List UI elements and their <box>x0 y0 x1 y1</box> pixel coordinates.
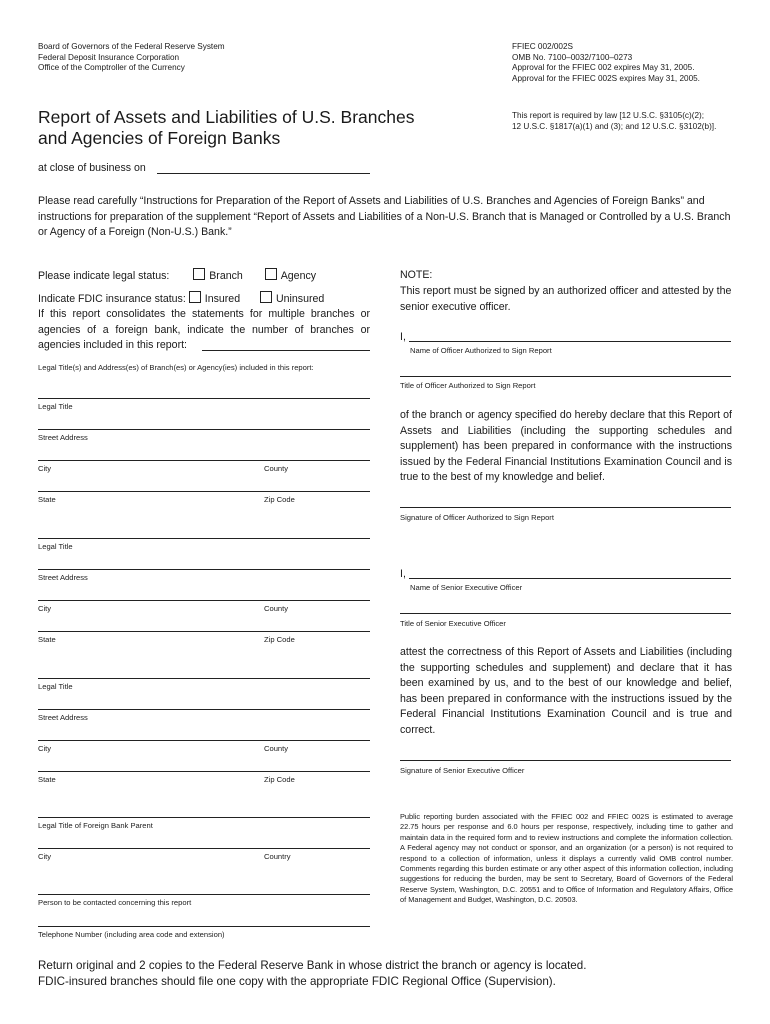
declaration-text: of the branch or agency specified do hereby declare that this Report of Assets and Liabilities (including the supporting schedules and supplement) has been prepared in conformance with the instructions issued by the Federal Financial Institutions Examination Council and is true to the best of my knowledge and belief. <box>400 409 732 483</box>
footer-instructions <box>38 958 738 990</box>
parent-city-label: City <box>38 852 52 861</box>
parent-city-country-field[interactable] <box>38 848 370 849</box>
senior-signature-label: Signature of Senior Executive Officer <box>400 766 525 775</box>
burden-statement: Public reporting burden associated with the FFIEC 002 and FFIEC 002S is estimated to average 22.75 hours per response and 6.0 hours per response, respectively, including time to gather and maintain data in the required form and to review instructions and complete the information collection. A Federal agency may not conduct or sponsor, and an organization (or a person) is not required to respond to a collection of information, unless it displays a currently valid OMB control number. Comments regarding this burden estimate or any other aspect of this information collection, including suggestions for reducing the burden, may be sent to Secretary, Board of Governors of the Federal Reserve System, Washington, D.C. 20551 and to Office of Information and Regulatory Affairs, Office of Management and Budget, Washington, D.C. 20503. <box>400 812 733 905</box>
branch-label: Branch <box>209 270 243 282</box>
fdic-status-row <box>38 291 378 308</box>
footer-line-1: Return original and 2 copies to the Federal Reserve Bank in whose district the branch or agency is located. <box>38 959 587 972</box>
senior-name-field[interactable] <box>409 578 731 579</box>
note-heading: NOTE: <box>400 269 433 281</box>
officer-title-field[interactable] <box>400 376 731 377</box>
street-1-label: Street Address <box>38 433 88 442</box>
approval-002: Approval for the FFIEC 002 expires May 31, 2005. <box>512 63 695 73</box>
officer-i-label: I, <box>400 331 406 343</box>
insured-checkbox[interactable] <box>189 291 201 303</box>
legal-title-3-label: Legal Title <box>38 682 73 691</box>
close-of-business-label: at close of business on <box>38 162 146 174</box>
legal-status-row <box>38 268 378 285</box>
city-3-label: City <box>38 744 52 753</box>
county-1-label: County <box>264 464 289 473</box>
city-county-1-field[interactable] <box>38 460 370 461</box>
title-line-2: and Agencies of Foreign Banks <box>38 128 281 148</box>
title-line-1: Report of Assets and Liabilities of U.S. Branches <box>38 107 415 127</box>
senior-name-label: Name of Senior Executive Officer <box>410 583 523 592</box>
uninsured-label: Uninsured <box>276 293 325 305</box>
county-2-label: County <box>264 604 289 613</box>
agency-label: Agency <box>280 270 317 282</box>
street-3-field[interactable] <box>38 709 370 710</box>
officer-signature-field[interactable] <box>400 507 731 508</box>
state-zip-3-field[interactable] <box>38 771 370 772</box>
attestation-text: attest the correctness of this Report of Assets and Liabilities (including the supporting schedules and supplement) and declare that it has been examined by us, and to the best of our knowledge and belief, has been prepared in conformance with the instructions issued by the Federal Financial Institutions Examination Council and is true and correct. <box>400 646 732 736</box>
contact-person-label: Person to be contacted concerning this report <box>38 898 192 907</box>
street-3-label: Street Address <box>38 713 88 722</box>
zip-2-label: Zip Code <box>264 635 295 644</box>
street-2-field[interactable] <box>38 569 370 570</box>
senior-i-label: I, <box>400 568 406 580</box>
parent-legal-title-field[interactable] <box>38 817 370 818</box>
county-3-label: County <box>264 744 289 753</box>
senior-title-label: Title of Senior Executive Officer <box>400 619 506 628</box>
legal-title-3-field[interactable] <box>38 678 370 679</box>
zip-3-label: Zip Code <box>264 775 295 784</box>
legal-title-1-field[interactable] <box>38 398 370 399</box>
agency-occ: Office of the Comptroller of the Currency <box>38 63 185 73</box>
agency-fdic: Federal Deposit Insurance Corporation <box>38 52 180 62</box>
senior-signature-field[interactable] <box>400 760 731 761</box>
legal-title-2-label: Legal Title <box>38 542 73 551</box>
approval-002s: Approval for the FFIEC 002S expires May 31, 2005. <box>512 73 700 83</box>
omb-number: OMB No. 7100–0032/7100–0273 <box>512 52 633 62</box>
instructions-paragraph: Please read carefully “Instructions for Preparation of the Report of Assets and Liabilities of U.S. Branches and Agencies of Foreign Banks” and instructions for preparation of the supplement “Report of Assets and Liabilities of a Non-U.S. Branch that is Managed or Controlled by a U.S. Branch or Agency of a Foreign (Non-U.S.) Bank.” <box>38 195 731 238</box>
form-id-block <box>512 42 752 84</box>
form-number: FFIEC 002/002S <box>512 42 573 51</box>
officer-signature-label: Signature of Officer Authorized to Sign Report <box>400 513 554 522</box>
contact-person-field[interactable] <box>38 894 370 895</box>
consolidation-text: If this report consolidates the statements for multiple branches or agencies of a foreign bank, indicate the number of branches or agencies included in this report: <box>38 308 370 351</box>
agency-block <box>38 42 338 74</box>
law-line-2: 12 U.S.C. §1817(a)(1) and (3); and 12 U.S.C. §3102(b)]. <box>512 121 717 131</box>
state-3-label: State <box>38 775 56 784</box>
state-2-label: State <box>38 635 56 644</box>
officer-name-label: Name of Officer Authorized to Sign Report <box>410 346 552 355</box>
telephone-label: Telephone Number (including area code and extension) <box>38 930 225 939</box>
state-1-label: State <box>38 495 56 504</box>
state-zip-1-field[interactable] <box>38 491 370 492</box>
insured-label: Insured <box>204 293 241 305</box>
titles-addresses-label: Legal Title(s) and Address(es) of Branch(es) or Agency(ies) included in this report: <box>38 363 314 372</box>
branch-count-field[interactable] <box>202 350 370 351</box>
city-county-3-field[interactable] <box>38 740 370 741</box>
street-2-label: Street Address <box>38 573 88 582</box>
street-1-field[interactable] <box>38 429 370 430</box>
footer-line-2: FDIC-insured branches should file one copy with the appropriate FDIC Regional Office (Supervision). <box>38 975 556 988</box>
law-citation <box>512 111 752 132</box>
parent-country-label: Country <box>264 852 291 861</box>
senior-title-field[interactable] <box>400 613 731 614</box>
uninsured-checkbox[interactable] <box>260 291 272 303</box>
state-zip-2-field[interactable] <box>38 631 370 632</box>
legal-title-2-field[interactable] <box>38 538 370 539</box>
officer-title-label: Title of Officer Authorized to Sign Report <box>400 381 536 390</box>
fdic-status-prompt: Indicate FDIC insurance status: <box>38 293 186 305</box>
close-of-business-field[interactable] <box>157 173 370 174</box>
report-title <box>38 107 458 149</box>
agency-checkbox[interactable] <box>265 268 277 280</box>
legal-title-1-label: Legal Title <box>38 402 73 411</box>
city-county-2-field[interactable] <box>38 600 370 601</box>
agency-frb: Board of Governors of the Federal Reserve System <box>38 42 225 51</box>
city-2-label: City <box>38 604 52 613</box>
zip-1-label: Zip Code <box>264 495 295 504</box>
city-1-label: City <box>38 464 52 473</box>
legal-status-prompt: Please indicate legal status: <box>38 270 170 282</box>
parent-legal-title-label: Legal Title of Foreign Bank Parent <box>38 821 153 830</box>
officer-name-field[interactable] <box>409 341 731 342</box>
telephone-field[interactable] <box>38 926 370 927</box>
branch-checkbox[interactable] <box>193 268 205 280</box>
note-text: This report must be signed by an authorized officer and attested by the senior executive officer. <box>400 285 732 313</box>
law-line-1: This report is required by law [12 U.S.C. §3105(c)(2); <box>512 111 705 120</box>
